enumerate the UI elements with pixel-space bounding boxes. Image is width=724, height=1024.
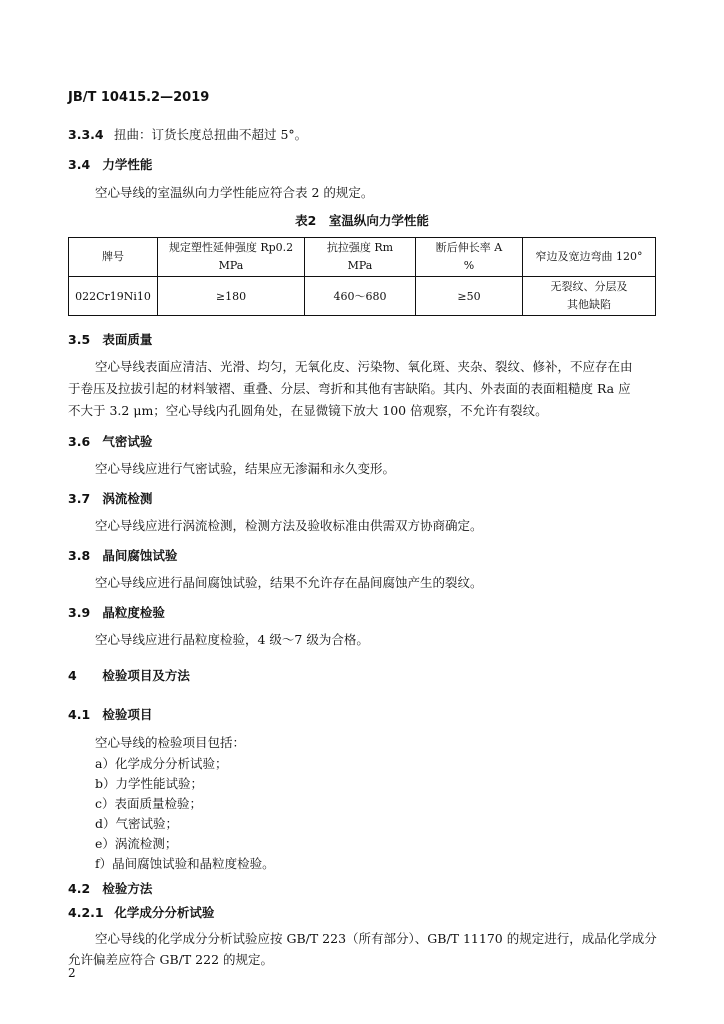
clause-4-2-1-heading xyxy=(68,903,214,921)
section-4-1-heading xyxy=(68,705,152,723)
section-number: 4.1 xyxy=(68,707,91,722)
header-elongation: 断后伸长率 A % xyxy=(416,238,523,277)
section-number: 3.4 xyxy=(68,157,91,172)
section-title: 晶间腐蚀试验 xyxy=(102,548,178,563)
mechanical-properties-table xyxy=(68,237,656,316)
cell-bend: 无裂纹、分层及 其他缺陷 xyxy=(523,277,656,316)
paragraph-line: 允许偏差应符合 GB/T 222 的规定。 xyxy=(68,952,273,967)
list-item: f）晶间腐蚀试验和晶粒度检验。 xyxy=(95,856,275,871)
header-bend: 窄边及宽边弯曲 120° xyxy=(523,238,656,277)
cell-rm: 460～680 xyxy=(305,277,416,316)
section-3-4-body: 空心导线的室温纵向力学性能应符合表 2 的规定。 xyxy=(95,185,374,200)
clause-number: 4.2.1 xyxy=(68,905,104,920)
list-item: c）表面质量检验； xyxy=(95,796,203,811)
section-title: 气密试验 xyxy=(102,434,153,449)
section-title: 晶粒度检验 xyxy=(102,605,165,620)
list-item: e）涡流检测； xyxy=(95,836,178,851)
section-number: 3.8 xyxy=(68,548,91,563)
paragraph-line: 空心导线的化学成分分析试验应按 GB/T 223（所有部分）、GB/T 11170 的规定进行，成品化学成分 xyxy=(95,931,657,946)
section-3-5-heading xyxy=(68,330,152,348)
cell-rp02: ≥180 xyxy=(158,277,305,316)
section-3-7-heading xyxy=(68,489,152,507)
page-number: 2 xyxy=(68,966,76,980)
cell-grade: 022Cr19Ni10 xyxy=(69,277,158,316)
standard-number: JB/T 10415.2—2019 xyxy=(68,90,210,105)
section-3-9-body: 空心导线应进行晶粒度检验，4 级～7 级为合格。 xyxy=(95,632,369,647)
section-3-9-heading xyxy=(68,603,165,621)
section-title: 检验项目 xyxy=(102,707,153,722)
clause-title: 化学成分分析试验 xyxy=(114,905,215,920)
section-3-6-heading xyxy=(68,432,152,450)
header-rm: 抗拉强度 Rm MPa xyxy=(305,238,416,277)
list-item: d）气密试验； xyxy=(95,816,179,831)
section-title: 检验方法 xyxy=(102,881,153,896)
section-3-7-body: 空心导线应进行涡流检测，检测方法及验收标准由供需双方协商确定。 xyxy=(95,518,483,533)
list-item: b）力学性能试验； xyxy=(95,776,204,791)
chapter-4-heading xyxy=(68,666,190,684)
table-row xyxy=(69,277,656,316)
paragraph-line: 空心导线表面应清洁、光滑、均匀，无氧化皮、污染物、氧化斑、夹杂、裂纹、修补，不应存在由 xyxy=(95,359,633,374)
section-3-8-heading xyxy=(68,546,177,564)
section-3-4-heading xyxy=(68,155,152,173)
list-item: a）化学成分分析试验； xyxy=(95,756,228,771)
section-number: 4.2 xyxy=(68,881,91,896)
paragraph-line: 不大于 3.2 μm；空心导线内孔圆角处，在显微镜下放大 100 倍观察，不允许有裂纹。 xyxy=(68,403,548,418)
table-2-caption: 表2 室温纵向力学性能 xyxy=(295,213,429,228)
section-number: 3.6 xyxy=(68,434,91,449)
chapter-number: 4 xyxy=(68,668,77,683)
section-3-8-body: 空心导线应进行晶间腐蚀试验，结果不允许存在晶间腐蚀产生的裂纹。 xyxy=(95,575,483,590)
section-title: 表面质量 xyxy=(102,332,153,347)
clause-3-3-4 xyxy=(68,125,307,143)
cell-elongation: ≥50 xyxy=(416,277,523,316)
clause-text: 扭曲：订货长度总扭曲不超过 5°。 xyxy=(113,127,308,142)
chapter-title: 检验项目及方法 xyxy=(102,668,190,683)
header-rp02: 规定塑性延伸强度 Rp0.2 MPa xyxy=(158,238,305,277)
section-number: 3.5 xyxy=(68,332,91,347)
section-3-6-body: 空心导线应进行气密试验，结果应无渗漏和永久变形。 xyxy=(95,461,396,476)
section-number: 3.7 xyxy=(68,491,91,506)
section-4-1-intro: 空心导线的检验项目包括： xyxy=(95,735,246,750)
clause-number: 3.3.4 xyxy=(68,127,104,142)
paragraph-line: 于卷压及拉拔引起的材料皱褶、重叠、分层、弯折和其他有害缺陷。其内、外表面的表面粗糙度 Ra 应 xyxy=(68,381,631,396)
section-number: 3.9 xyxy=(68,605,91,620)
table-header-row xyxy=(69,238,656,277)
section-4-2-heading xyxy=(68,879,152,897)
section-title: 涡流检测 xyxy=(102,491,153,506)
header-grade: 牌号 xyxy=(69,238,158,277)
section-title: 力学性能 xyxy=(102,157,153,172)
